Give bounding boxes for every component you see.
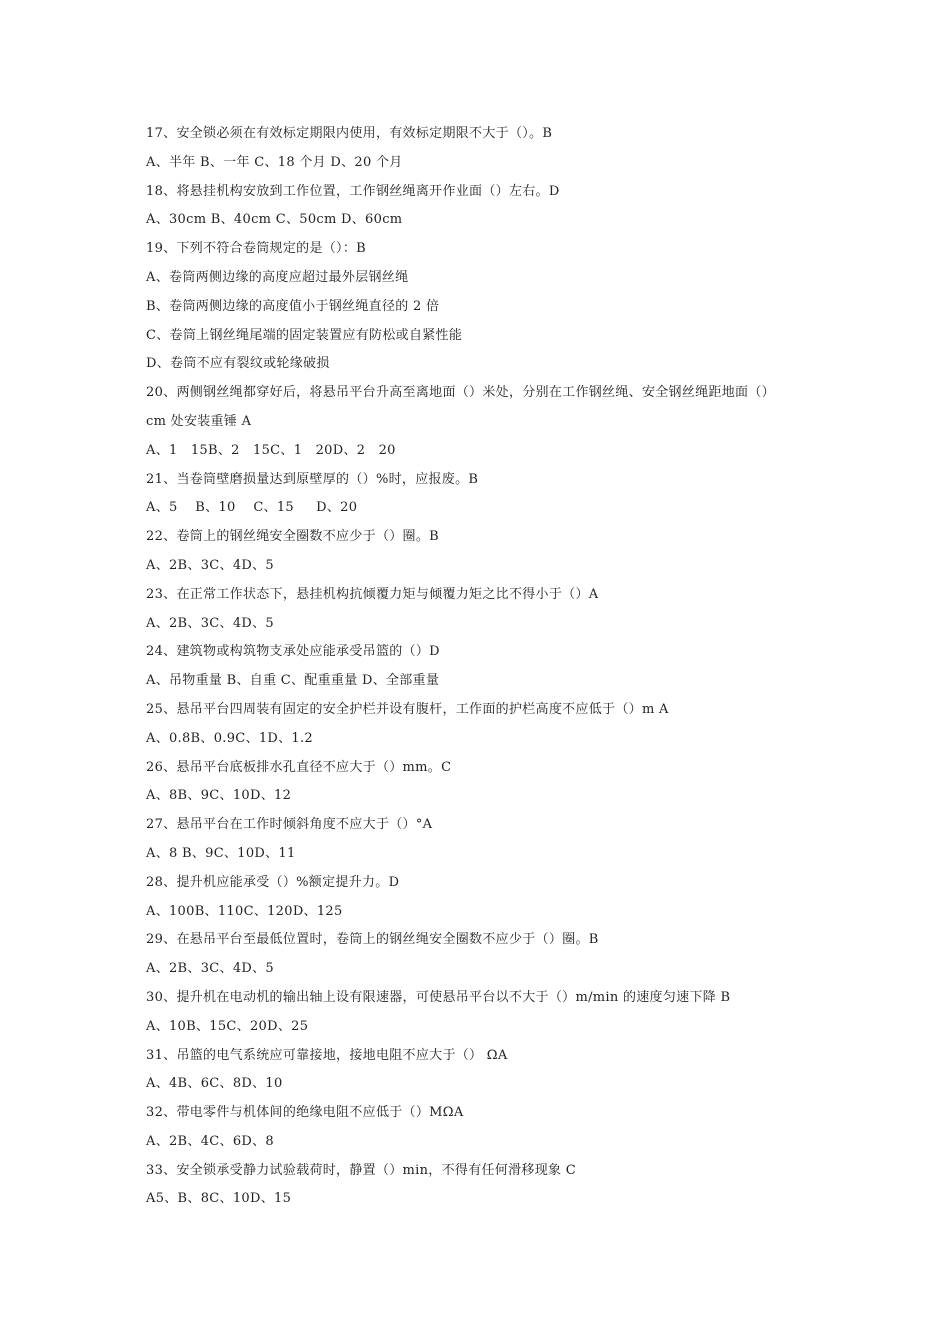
question-28: 28、提升机应能承受（）%额定提升力。D (146, 874, 400, 890)
options-21: A、5 B、10 C、15 D、20 (146, 500, 358, 516)
options-33: A5、B、8C、10D、15 (146, 1191, 292, 1207)
question-23: 23、在正常工作状态下，悬挂机构抗倾覆力矩与倾覆力矩之比不得小于（）A (146, 586, 599, 602)
options-22: A、2B、3C、4D、5 (146, 557, 274, 573)
question-19: 19、下列不符合卷筒规定的是（）：B (146, 241, 366, 257)
question-33: 33、安全锁承受静力试验载荷时，静置（）min，不得有任何滑移现象 C (146, 1162, 576, 1178)
question-32: 32、带电零件与机体间的绝缘电阻不应低于（）MΩA (146, 1105, 464, 1121)
options-17: A、半年 B、一年 C、18 个月 D、20 个月 (146, 154, 403, 170)
option-19-a: A、卷筒两侧边缘的高度应超过最外层钢丝绳 (146, 269, 409, 285)
question-18: 18、将悬挂机构安放到工作位置，工作钢丝绳离开作业面（）左右。D (146, 183, 560, 199)
options-24: A、吊物重量 B、自重 C、配重重量 D、全部重量 (146, 673, 440, 689)
options-26: A、8B、9C、10D、12 (146, 788, 292, 804)
document-page (146, 125, 846, 1219)
question-27: 27、悬吊平台在工作时倾斜角度不应大于（）°A (146, 817, 433, 833)
option-19-d: D、卷筒不应有裂纹或轮缘破损 (146, 356, 330, 372)
options-32: A、2B、4C、6D、8 (146, 1133, 274, 1149)
option-19-c: C、卷筒上钢丝绳尾端的固定装置应有防松或自紧性能 (146, 327, 463, 343)
options-23: A、2B、3C、4D、5 (146, 615, 274, 631)
question-25: 25、悬吊平台四周装有固定的安全护栏并设有腹杆，工作面的护栏高度不应低于（）m A (146, 701, 669, 717)
question-17: 17、安全锁必须在有效标定期限内使用，有效标定期限不大于（）。B (146, 126, 553, 141)
options-25: A、0.8B、0.9C、1D、1.2 (146, 730, 314, 746)
question-26: 26、悬吊平台底板排水孔直径不应大于（）mm。C (146, 759, 452, 775)
question-20: 20、两侧钢丝绳都穿好后，将悬吊平台升高至离地面（）米处，分别在工作钢丝绳、安全钢丝绳距地面（） (146, 385, 775, 401)
options-30: A、10B、15C、20D、25 (146, 1018, 309, 1034)
options-20: A、1 15B、2 15C、1 20D、2 20 (146, 442, 396, 458)
question-24: 24、建筑物或构筑物支承处应能承受吊篮的（）D (146, 644, 440, 660)
question-21: 21、当卷筒壁磨损量达到原壁厚的（）%时，应报废。B (146, 471, 479, 487)
options-28: A、100B、110C、120D、125 (146, 903, 343, 919)
question-31: 31、吊篮的电气系统应可靠接地，接地电阻不应大于（） ΩA (146, 1047, 508, 1063)
question-29: 29、在悬吊平台至最低位置时，卷筒上的钢丝绳安全圈数不应少于（）圈。B (146, 932, 599, 948)
option-19-b: B、卷筒两侧边缘的高度值小于钢丝绳直径的 2 倍 (146, 298, 440, 314)
options-31: A、4B、6C、8D、10 (146, 1076, 283, 1092)
options-29: A、2B、3C、4D、5 (146, 961, 274, 977)
options-27: A、8 B、9C、10D、11 (146, 845, 296, 861)
options-18: A、30cm B、40cm C、50cm D、60cm (146, 212, 403, 228)
question-20-cont: cm 处安装重锤 A (146, 413, 252, 429)
question-30: 30、提升机在电动机的输出轴上设有限速器，可使悬吊平台以不大于（）m/min 的速度匀速下降 B (146, 989, 731, 1005)
question-22: 22、卷筒上的钢丝绳安全圈数不应少于（）圈。B (146, 529, 439, 545)
